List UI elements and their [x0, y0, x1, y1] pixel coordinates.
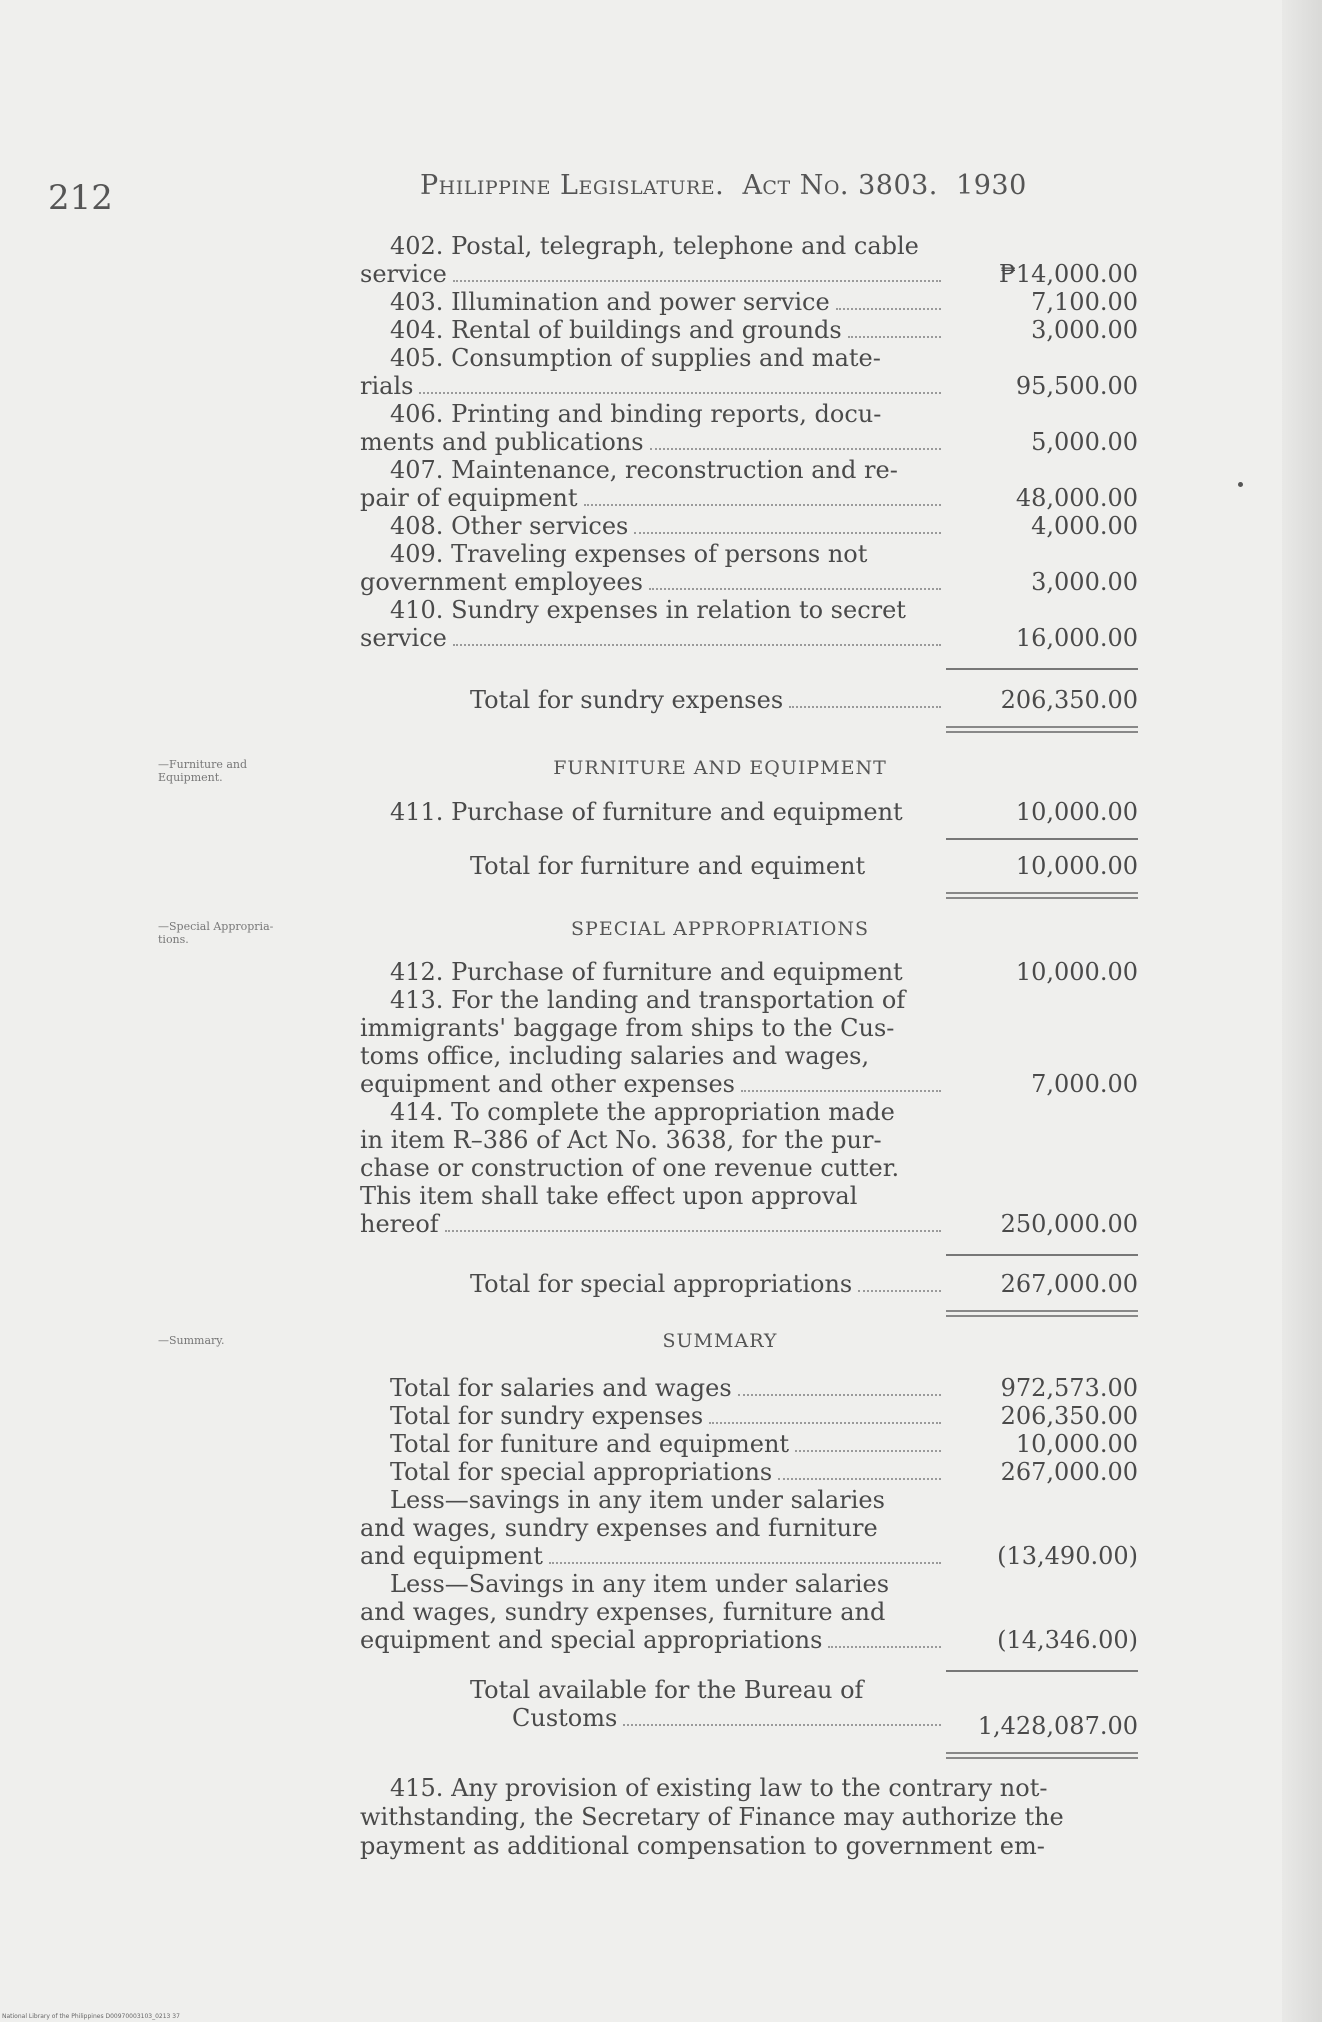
item-408: 408. Other services [360, 512, 945, 540]
margin-note-special: —Special Appropria- tions. [158, 920, 274, 946]
scan-footer: National Library of the Philippines D00970003103_0213 37 [2, 2013, 180, 2020]
summary-less-2-amount: (14,346.00) [997, 1626, 1138, 1654]
amount-414: 250,000.00 [1000, 1210, 1138, 1238]
item-410: 410. Sundry expenses in relation to secret service [360, 596, 945, 652]
item-405: 405. Consumption of supplies and mate- rials [360, 344, 945, 400]
amount-405: 95,500.00 [1015, 372, 1138, 400]
heading-summary: SUMMARY [662, 1330, 778, 1352]
amount-410: 16,000.00 [1015, 624, 1138, 652]
item-402: 402. Postal, telegraph, telephone and cable service [360, 232, 945, 288]
total-special: Total for special appropriations [470, 1270, 945, 1298]
heading-special: SPECIAL APPROPRIATIONS [571, 918, 869, 940]
total-special-amount: 267,000.00 [1000, 1270, 1138, 1298]
summary-special-amount: 267,000.00 [1000, 1458, 1138, 1486]
item-413: 413. For the landing and transportation of immigrants' baggage from ships to the Cus- toms office, including salaries and wages, equipment and other expenses [360, 986, 945, 1098]
summary-salaries-amount: 972,573.00 [1000, 1374, 1138, 1402]
running-header [420, 170, 1027, 201]
page-number: 212 [48, 178, 113, 218]
total-furniture: Total for furniture and equiment [470, 852, 866, 880]
rule [946, 1670, 1138, 1672]
amount-412: 10,000.00 [1015, 958, 1138, 986]
rule [946, 668, 1138, 670]
margin-note-summary: —Summary. [158, 1334, 225, 1347]
paragraph-415: 415. Any provision of existing law to the contrary not- withstanding, the Secretary of Finance may authorize the payment as additional compensation to government em- [360, 1774, 1064, 1860]
rule [946, 838, 1138, 840]
double-rule [946, 726, 1138, 733]
header-year: 1930 [956, 170, 1027, 201]
amount-411: 10,000.00 [1015, 798, 1138, 826]
double-rule [946, 1310, 1138, 1317]
header-act: Act No. 3803. [742, 170, 938, 201]
double-rule [946, 892, 1138, 899]
total-furniture-amount: 10,000.00 [1015, 852, 1138, 880]
margin-note-furniture: —Furniture and Equipment. [158, 758, 248, 784]
amount-409: 3,000.00 [1031, 568, 1138, 596]
rule [946, 1254, 1138, 1256]
summary-less-1-amount: (13,490.00) [997, 1542, 1138, 1570]
page-edge-shadow [1282, 0, 1322, 2022]
item-411: 411. Purchase of furniture and equipment [390, 798, 903, 826]
summary-less-2: Less—Savings in any item under salaries and wages, sundry expenses, furniture and equipment and special appropriations [360, 1570, 945, 1654]
amount-408: 4,000.00 [1031, 512, 1138, 540]
amount-402: ₱14,000.00 [998, 260, 1138, 288]
total-sundry: Total for sundry expenses [470, 686, 945, 714]
summary-sundry-amount: 206,350.00 [1000, 1402, 1138, 1430]
amount-407: 48,000.00 [1015, 484, 1138, 512]
summary-total: Total available for the Bureau of Customs [470, 1676, 945, 1732]
summary-special: Total for special appropriations [360, 1458, 945, 1486]
amount-404: 3,000.00 [1031, 316, 1138, 344]
total-sundry-amount: 206,350.00 [1000, 686, 1138, 714]
summary-sundry: Total for sundry expenses [360, 1402, 945, 1430]
summary-furniture: Total for funiture and equipment [360, 1430, 945, 1458]
summary-salaries: Total for salaries and wages [360, 1374, 945, 1402]
item-404: 404. Rental of buildings and grounds [360, 316, 945, 344]
item-406: 406. Printing and binding reports, docu- ments and publications [360, 400, 945, 456]
amount-413: 7,000.00 [1031, 1070, 1138, 1098]
header-legislature: Philippine Legislature. [420, 170, 725, 201]
item-409: 409. Traveling expenses of persons not government employees [360, 540, 945, 596]
double-rule [946, 1752, 1138, 1759]
heading-furniture: FURNITURE AND EQUIPMENT [553, 757, 887, 779]
item-407: 407. Maintenance, reconstruction and re- pair of equipment [360, 456, 945, 512]
item-414: 414. To complete the appropriation made in item R–386 of Act No. 3638, for the pur- chase or construction of one revenue cutter. This item shall take effect upon approval hereof [360, 1098, 945, 1238]
amount-403: 7,100.00 [1031, 288, 1138, 316]
amount-406: 5,000.00 [1031, 428, 1138, 456]
item-403: 403. Illumination and power service [360, 288, 945, 316]
summary-total-amount: 1,428,087.00 [977, 1712, 1138, 1740]
ink-spot [1238, 482, 1243, 487]
summary-furniture-amount: 10,000.00 [1015, 1430, 1138, 1458]
item-412: 412. Purchase of furniture and equipment [390, 958, 903, 986]
summary-less-1: Less—savings in any item under salaries and wages, sundry expenses and furniture and equipment [360, 1486, 945, 1570]
